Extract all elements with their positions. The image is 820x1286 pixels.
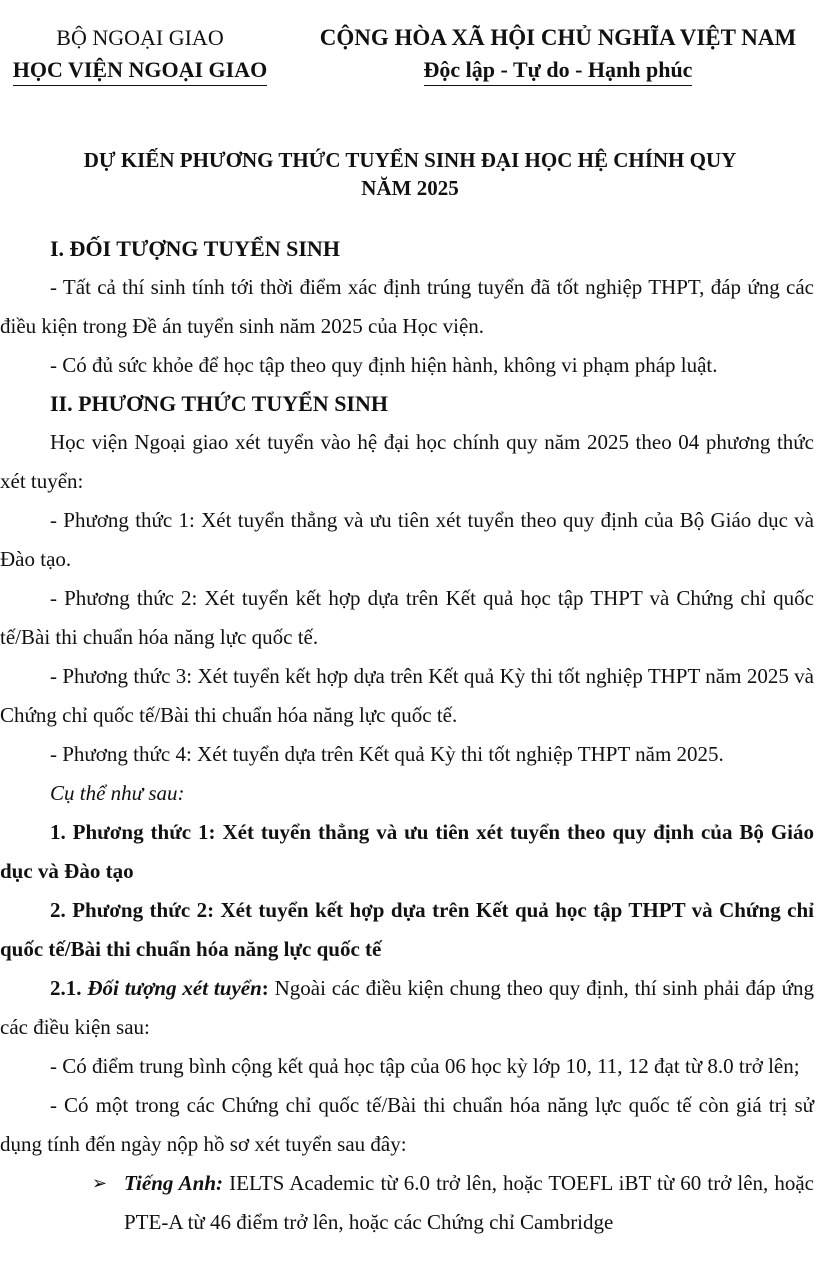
subsection-2-1-paragraph: 2.1. Đối tượng xét tuyển: Ngoài các điều kiện chung theo quy định, thí sinh phải đáp ứng các điều kiện sau: xyxy=(0,976,814,1039)
method-1-item: - Phương thức 1: Xét tuyển thẳng và ưu tiên xét tuyển theo quy định của Bộ Giáo dục và Đào tạo. xyxy=(0,508,814,571)
title-line-1: DỰ KIẾN PHƯƠNG THỨC TUYỂN SINH ĐẠI HỌC HỆ CHÍNH QUY xyxy=(83,148,737,172)
method-3-item: - Phương thức 3: Xét tuyển kết hợp dựa trên Kết quả Kỳ thi tốt nghiệp THPT năm 2025 và Chứng chỉ quốc tế/Bài thi chuẩn hóa năng lực quốc tế. xyxy=(0,664,814,727)
details-intro: Cụ thể như sau: xyxy=(50,781,185,805)
english-certificate-bullet xyxy=(0,1164,820,1242)
subsection-2-1-number: 2.1. xyxy=(50,976,82,1000)
ministry-name: BỘ NGOẠI GIAO xyxy=(56,25,224,50)
document-title xyxy=(0,146,820,202)
subsection-2-1-text: Ngoài các điều kiện chung theo quy định, thí sinh phải đáp ứng các điều kiện sau: xyxy=(0,976,814,1039)
academy-name: HỌC VIỆN NGOẠI GIAO xyxy=(13,55,267,86)
subsection-2-1-label: Đối tượng xét tuyển xyxy=(87,976,262,1000)
section-2-intro: Học viện Ngoại giao xét tuyển vào hệ đại học chính quy năm 2025 theo 04 phương thức xét tuyển: xyxy=(0,430,814,493)
subsection-1-heading: 1. Phương thức 1: Xét tuyển thẳng và ưu tiên xét tuyển theo quy định của Bộ Giáo dục và Đào tạo xyxy=(0,820,814,883)
section-1-heading: I. ĐỐI TƯỢNG TUYỂN SINH xyxy=(50,236,340,261)
country-name: CỘNG HÒA XÃ HỘI CHỦ NGHĨA VIỆT NAM xyxy=(319,25,797,50)
subsection-2-heading: 2. Phương thức 2: Xét tuyển kết hợp dựa trên Kết quả học tập THPT và Chứng chỉ quốc tế/Bài thi chuẩn hóa năng lực quốc tế xyxy=(0,898,814,961)
issuer-block xyxy=(0,22,280,86)
title-line-2: NĂM 2025 xyxy=(361,176,459,200)
bullet-label: Tiếng Anh: xyxy=(124,1171,224,1195)
arrow-bullet-icon: ➢ xyxy=(92,1173,108,1193)
condition-certificate: - Có một trong các Chứng chỉ quốc tế/Bài thi chuẩn hóa năng lực quốc tế còn giá trị sử dụng tính đến ngày nộp hồ sơ xét tuyển sau đây: xyxy=(0,1093,814,1156)
motto: Độc lập - Tự do - Hạnh phúc xyxy=(424,55,693,86)
section-1-paragraph-2: - Có đủ sức khỏe để học tập theo quy định hiện hành, không vi phạm pháp luật. xyxy=(50,353,718,377)
bullet-text: IELTS Academic từ 6.0 trở lên, hoặc TOEFL iBT từ 60 trở lên, hoặc PTE-A từ 46 điểm trở lên, hoặc các Chứng chỉ Cambridge xyxy=(124,1171,814,1234)
method-4-item: - Phương thức 4: Xét tuyển dựa trên Kết quả Kỳ thi tốt nghiệp THPT năm 2025. xyxy=(50,742,724,766)
condition-gpa: - Có điểm trung bình cộng kết quả học tập của 06 học kỳ lớp 10, 11, 12 đạt từ 8.0 trở lên; xyxy=(50,1054,800,1078)
section-1-paragraph-1: - Tất cả thí sinh tính tới thời điểm xác định trúng tuyển đã tốt nghiệp THPT, đáp ứng các điều kiện trong Đề án tuyển sinh năm 2025 của Học viện. xyxy=(0,275,814,338)
national-header xyxy=(296,22,820,86)
method-2-item: - Phương thức 2: Xét tuyển kết hợp dựa trên Kết quả học tập THPT và Chứng chỉ quốc tế/Bài thi chuẩn hóa năng lực quốc tế. xyxy=(0,586,814,649)
document-body xyxy=(0,230,820,1242)
section-2-heading: II. PHƯƠNG THỨC TUYỂN SINH xyxy=(50,391,388,416)
